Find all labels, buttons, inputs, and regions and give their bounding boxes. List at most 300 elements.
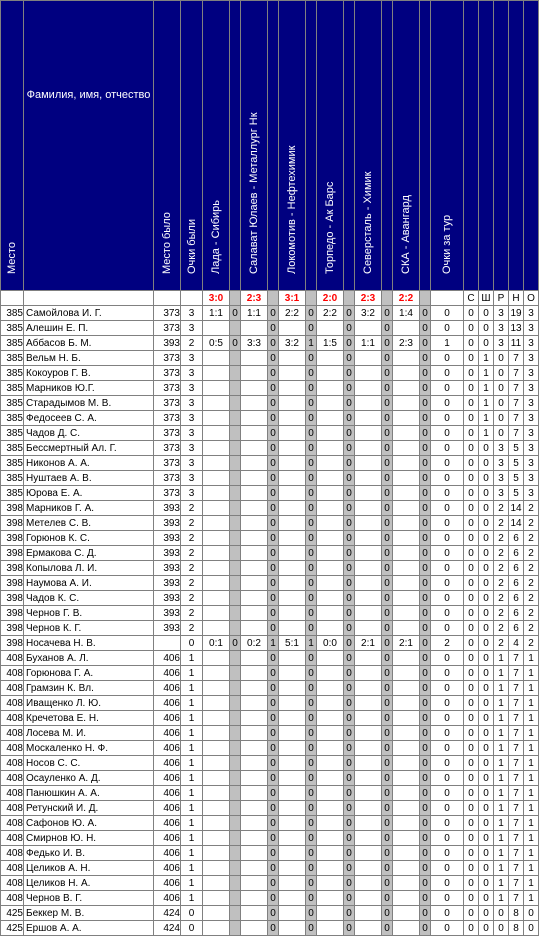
cell-guess-3[interactable]: 5:1 — [279, 636, 306, 651]
cell-guess-2[interactable] — [241, 726, 268, 741]
cell-stat-o[interactable]: 3 — [524, 306, 539, 321]
cell-guess-5[interactable] — [355, 621, 382, 636]
cell-guess-1[interactable] — [203, 831, 230, 846]
cell-pts-4[interactable]: 0 — [344, 546, 355, 561]
results-blank[interactable] — [1, 291, 24, 306]
cell-place-was[interactable]: 373 — [154, 486, 181, 501]
cell-pts-2[interactable]: 0 — [268, 546, 279, 561]
cell-points-tour[interactable]: 0 — [431, 411, 464, 426]
cell-stat-o[interactable]: 2 — [524, 561, 539, 576]
cell-stat-s[interactable]: 0 — [464, 846, 479, 861]
cell-pts-3[interactable]: 0 — [306, 561, 317, 576]
cell-pts-2[interactable]: 0 — [268, 321, 279, 336]
cell-stat-n[interactable]: 8 — [509, 906, 524, 921]
cell-stat-o[interactable]: 1 — [524, 861, 539, 876]
cell-pts-4[interactable]: 0 — [344, 741, 355, 756]
cell-points-tour[interactable]: 0 — [431, 321, 464, 336]
cell-guess-5[interactable] — [355, 606, 382, 621]
cell-pts-5[interactable]: 0 — [382, 561, 393, 576]
cell-guess-3[interactable] — [279, 426, 306, 441]
cell-pts-1[interactable] — [230, 321, 241, 336]
cell-fio[interactable]: Буханов А. Л. — [24, 651, 154, 666]
cell-guess-1[interactable] — [203, 756, 230, 771]
cell-guess-2[interactable] — [241, 876, 268, 891]
cell-guess-5[interactable]: 1:1 — [355, 336, 382, 351]
cell-pts-5[interactable]: 0 — [382, 726, 393, 741]
cell-pts-2[interactable]: 0 — [268, 501, 279, 516]
cell-points-tour[interactable]: 0 — [431, 921, 464, 936]
cell-stat-r[interactable]: 3 — [494, 306, 509, 321]
cell-fio[interactable]: Беккер М. В. — [24, 906, 154, 921]
cell-pts-1[interactable] — [230, 801, 241, 816]
cell-stat-n[interactable]: 7 — [509, 801, 524, 816]
cell-stat-s[interactable]: 0 — [464, 471, 479, 486]
cell-guess-2[interactable] — [241, 696, 268, 711]
cell-place[interactable]: 398 — [1, 636, 24, 651]
cell-stat-n[interactable]: 19 — [510, 307, 522, 319]
cell-stat-r[interactable]: 1 — [494, 771, 509, 786]
cell-guess-6[interactable] — [393, 516, 420, 531]
cell-guess-1[interactable] — [203, 816, 230, 831]
cell-pts-4[interactable]: 0 — [344, 516, 355, 531]
cell-pts-6[interactable]: 0 — [420, 456, 431, 471]
cell-stat-sh[interactable]: 0 — [479, 681, 494, 696]
cell-guess-1[interactable]: 0:1 — [203, 636, 230, 651]
cell-stat-o[interactable]: 2 — [524, 531, 539, 546]
cell-points-were[interactable]: 2 — [181, 501, 203, 516]
cell-fio[interactable]: Аббасов Б. М. — [24, 336, 154, 351]
cell-pts-2[interactable]: 0 — [268, 561, 279, 576]
header-points-were[interactable] — [181, 1, 203, 291]
cell-stat-sh[interactable]: 0 — [479, 321, 494, 336]
cell-fio[interactable]: Кокоуров Г. В. — [24, 366, 154, 381]
cell-pts-3[interactable]: 0 — [306, 801, 317, 816]
cell-guess-2[interactable] — [241, 846, 268, 861]
cell-place-was[interactable]: 406 — [154, 651, 181, 666]
cell-points-were[interactable]: 3 — [181, 411, 203, 426]
cell-place-was[interactable]: 406 — [154, 756, 181, 771]
cell-stat-s[interactable]: 0 — [464, 531, 479, 546]
cell-stat-s[interactable]: 0 — [464, 591, 479, 606]
cell-stat-sh[interactable]: 0 — [479, 801, 494, 816]
cell-stat-s[interactable]: 0 — [464, 771, 479, 786]
cell-place[interactable]: 385 — [1, 456, 24, 471]
cell-stat-sh[interactable]: 0 — [479, 486, 494, 501]
cell-pts-3[interactable]: 0 — [306, 501, 317, 516]
cell-place-was[interactable]: 373 — [154, 381, 181, 396]
cell-stat-s[interactable]: 0 — [464, 741, 479, 756]
cell-points-tour[interactable]: 0 — [431, 486, 464, 501]
cell-stat-sh[interactable]: 1 — [479, 381, 494, 396]
cell-pts-6[interactable]: 0 — [420, 861, 431, 876]
cell-pts-1[interactable] — [230, 411, 241, 426]
cell-guess-5[interactable] — [355, 531, 382, 546]
cell-guess-3[interactable]: 2:2 — [279, 306, 306, 321]
cell-guess-2[interactable]: 0:2 — [241, 636, 268, 651]
cell-pts-5[interactable]: 0 — [382, 831, 393, 846]
cell-stat-n[interactable]: 7 — [509, 861, 524, 876]
cell-guess-2[interactable] — [241, 831, 268, 846]
cell-guess-1[interactable] — [203, 546, 230, 561]
cell-guess-6[interactable] — [393, 381, 420, 396]
cell-pts-2[interactable]: 1 — [268, 636, 279, 651]
cell-points-tour[interactable]: 0 — [431, 576, 464, 591]
cell-stat-s[interactable]: 0 — [464, 381, 479, 396]
cell-pts-1[interactable]: 0 — [230, 336, 241, 351]
cell-place[interactable]: 425 — [1, 921, 24, 936]
cell-pts-4[interactable]: 0 — [344, 456, 355, 471]
cell-place-was[interactable]: 393 — [154, 561, 181, 576]
cell-pts-5[interactable]: 0 — [382, 816, 393, 831]
cell-guess-6[interactable] — [393, 531, 420, 546]
cell-fio[interactable]: Чернов Г. В. — [24, 606, 154, 621]
header-place-was[interactable] — [154, 1, 181, 291]
cell-guess-5[interactable] — [355, 816, 382, 831]
cell-pts-2[interactable]: 0 — [268, 741, 279, 756]
cell-pts-2[interactable]: 0 — [268, 846, 279, 861]
cell-points-were[interactable]: 3 — [181, 486, 203, 501]
cell-pts-5[interactable]: 0 — [382, 711, 393, 726]
cell-stat-sh[interactable]: 0 — [479, 741, 494, 756]
cell-stat-s[interactable]: 0 — [464, 486, 479, 501]
cell-pts-3[interactable]: 0 — [306, 321, 317, 336]
cell-guess-4[interactable] — [317, 816, 344, 831]
cell-guess-4[interactable] — [317, 321, 344, 336]
cell-pts-3[interactable]: 0 — [306, 846, 317, 861]
cell-guess-5[interactable] — [355, 366, 382, 381]
cell-stat-s[interactable]: 0 — [464, 366, 479, 381]
cell-guess-6[interactable] — [393, 711, 420, 726]
cell-pts-6[interactable]: 0 — [420, 756, 431, 771]
cell-guess-6[interactable] — [393, 561, 420, 576]
cell-pts-1[interactable] — [230, 906, 241, 921]
cell-stat-sh[interactable]: 0 — [479, 531, 494, 546]
cell-pts-1[interactable] — [230, 486, 241, 501]
cell-place[interactable]: 408 — [1, 831, 24, 846]
cell-stat-s[interactable]: 0 — [464, 816, 479, 831]
cell-guess-5[interactable] — [355, 561, 382, 576]
cell-pts-3[interactable]: 0 — [306, 441, 317, 456]
cell-pts-4[interactable]: 0 — [344, 696, 355, 711]
cell-stat-s[interactable]: 0 — [464, 921, 479, 936]
cell-stat-n[interactable]: 14 — [510, 502, 522, 514]
cell-guess-3[interactable] — [279, 771, 306, 786]
cell-stat-s[interactable]: 0 — [464, 786, 479, 801]
cell-stat-r[interactable]: 1 — [494, 831, 509, 846]
cell-stat-r[interactable]: 2 — [494, 576, 509, 591]
cell-pts-6[interactable]: 0 — [420, 486, 431, 501]
cell-pts-3[interactable]: 0 — [306, 426, 317, 441]
cell-points-were[interactable]: 2 — [181, 591, 203, 606]
cell-stat-sh[interactable]: 0 — [479, 501, 494, 516]
cell-place[interactable]: 408 — [1, 861, 24, 876]
cell-guess-1[interactable] — [203, 441, 230, 456]
cell-points-tour[interactable]: 0 — [431, 816, 464, 831]
cell-guess-6[interactable] — [393, 786, 420, 801]
cell-guess-5[interactable] — [355, 891, 382, 906]
cell-guess-3[interactable] — [279, 666, 306, 681]
cell-pts-1[interactable] — [230, 351, 241, 366]
cell-pts-1[interactable] — [230, 921, 241, 936]
cell-pts-1[interactable] — [230, 546, 241, 561]
cell-pts-6[interactable]: 0 — [420, 336, 431, 351]
cell-guess-5[interactable] — [355, 711, 382, 726]
cell-guess-2[interactable] — [241, 351, 268, 366]
cell-place[interactable]: 408 — [1, 696, 24, 711]
cell-guess-1[interactable] — [203, 711, 230, 726]
cell-pts-5[interactable]: 0 — [382, 666, 393, 681]
cell-pts-4[interactable]: 0 — [344, 531, 355, 546]
cell-stat-r[interactable]: 2 — [494, 501, 509, 516]
cell-pts-5[interactable]: 0 — [382, 366, 393, 381]
cell-guess-6[interactable] — [393, 606, 420, 621]
cell-guess-6[interactable] — [393, 921, 420, 936]
cell-pts-5[interactable]: 0 — [382, 546, 393, 561]
cell-fio[interactable]: Нуштаев А. В. — [24, 471, 154, 486]
cell-stat-r[interactable]: 3 — [494, 321, 509, 336]
cell-points-were[interactable]: 1 — [181, 801, 203, 816]
cell-guess-3[interactable] — [279, 516, 306, 531]
header-place[interactable] — [1, 1, 24, 291]
cell-guess-4[interactable] — [317, 921, 344, 936]
cell-fio[interactable]: Чернов В. Г. — [24, 891, 154, 906]
cell-guess-2[interactable] — [241, 396, 268, 411]
cell-pts-5[interactable]: 0 — [382, 636, 393, 651]
cell-stat-n[interactable]: 7 — [509, 696, 524, 711]
cell-place-was[interactable]: 373 — [154, 351, 181, 366]
cell-points-tour[interactable]: 0 — [431, 846, 464, 861]
cell-guess-5[interactable] — [355, 756, 382, 771]
cell-fio[interactable]: Никонов А. А. — [24, 456, 154, 471]
result-match-5[interactable]: 2:3 — [355, 291, 382, 306]
cell-guess-6[interactable] — [393, 546, 420, 561]
cell-stat-r[interactable]: 1 — [494, 666, 509, 681]
cell-place[interactable]: 408 — [1, 741, 24, 756]
cell-stat-r[interactable]: 2 — [494, 516, 509, 531]
cell-guess-3[interactable] — [279, 681, 306, 696]
cell-guess-3[interactable] — [279, 861, 306, 876]
cell-stat-s[interactable]: 0 — [464, 441, 479, 456]
cell-stat-o[interactable]: 3 — [524, 351, 539, 366]
cell-pts-5[interactable]: 0 — [382, 591, 393, 606]
cell-stat-s[interactable]: 0 — [464, 426, 479, 441]
cell-pts-4[interactable]: 0 — [344, 471, 355, 486]
cell-guess-6[interactable] — [393, 366, 420, 381]
cell-place-was[interactable]: 406 — [154, 876, 181, 891]
cell-stat-o[interactable]: 1 — [524, 651, 539, 666]
cell-pts-6[interactable]: 0 — [420, 681, 431, 696]
cell-guess-1[interactable] — [203, 501, 230, 516]
cell-guess-5[interactable] — [355, 411, 382, 426]
cell-stat-r[interactable]: 1 — [494, 861, 509, 876]
cell-guess-2[interactable] — [241, 711, 268, 726]
cell-guess-2[interactable] — [241, 366, 268, 381]
cell-guess-2[interactable]: 1:1 — [241, 306, 268, 321]
cell-guess-4[interactable] — [317, 351, 344, 366]
cell-fio[interactable]: Копылова Л. И. — [24, 561, 154, 576]
cell-pts-6[interactable]: 0 — [420, 426, 431, 441]
cell-guess-5[interactable] — [355, 576, 382, 591]
cell-guess-3[interactable] — [279, 546, 306, 561]
cell-pts-5[interactable]: 0 — [382, 456, 393, 471]
cell-stat-o[interactable]: 2 — [524, 636, 539, 651]
cell-points-were[interactable]: 2 — [181, 576, 203, 591]
cell-pts-6[interactable]: 0 — [420, 471, 431, 486]
cell-guess-4[interactable] — [317, 366, 344, 381]
cell-place[interactable]: 408 — [1, 666, 24, 681]
cell-pts-5[interactable]: 0 — [382, 876, 393, 891]
cell-place-was[interactable]: 406 — [154, 801, 181, 816]
cell-place[interactable]: 408 — [1, 801, 24, 816]
cell-guess-2[interactable] — [241, 756, 268, 771]
cell-guess-2[interactable] — [241, 906, 268, 921]
cell-stat-n[interactable]: 7 — [509, 726, 524, 741]
cell-guess-6[interactable] — [393, 726, 420, 741]
cell-stat-n[interactable]: 6 — [509, 606, 524, 621]
cell-guess-4[interactable]: 2:2 — [317, 306, 344, 321]
cell-guess-5[interactable] — [355, 441, 382, 456]
cell-stat-s[interactable]: 0 — [464, 606, 479, 621]
result-match-4[interactable]: 2:0 — [317, 291, 344, 306]
cell-place[interactable]: 398 — [1, 501, 24, 516]
cell-fio[interactable]: Чадов К. С. — [24, 591, 154, 606]
cell-place-was[interactable]: 393 — [154, 516, 181, 531]
cell-pts-4[interactable]: 0 — [344, 351, 355, 366]
cell-stat-r[interactable]: 1 — [494, 801, 509, 816]
cell-pts-3[interactable]: 1 — [306, 636, 317, 651]
cell-place-was[interactable]: 424 — [154, 906, 181, 921]
cell-stat-o[interactable]: 2 — [524, 591, 539, 606]
cell-guess-2[interactable] — [241, 531, 268, 546]
cell-points-tour[interactable]: 0 — [431, 606, 464, 621]
cell-stat-r[interactable]: 0 — [494, 411, 509, 426]
cell-pts-4[interactable]: 0 — [344, 876, 355, 891]
cell-stat-sh[interactable]: 1 — [479, 351, 494, 366]
cell-guess-3[interactable] — [279, 831, 306, 846]
cell-place[interactable]: 408 — [1, 711, 24, 726]
cell-guess-3[interactable] — [279, 621, 306, 636]
cell-guess-4[interactable] — [317, 411, 344, 426]
cell-points-were[interactable]: 1 — [181, 651, 203, 666]
cell-stat-n[interactable]: 14 — [510, 517, 522, 529]
cell-guess-3[interactable] — [279, 726, 306, 741]
cell-points-were[interactable]: 1 — [181, 876, 203, 891]
cell-pts-3[interactable]: 0 — [306, 741, 317, 756]
cell-pts-1[interactable] — [230, 381, 241, 396]
cell-stat-sh[interactable]: 0 — [479, 306, 494, 321]
cell-guess-1[interactable]: 1:1 — [203, 306, 230, 321]
cell-points-were[interactable]: 3 — [181, 321, 203, 336]
cell-pts-5[interactable]: 0 — [382, 921, 393, 936]
cell-pts-1[interactable] — [230, 366, 241, 381]
cell-stat-s[interactable]: 0 — [464, 636, 479, 651]
cell-stat-o[interactable]: 1 — [524, 846, 539, 861]
cell-pts-6[interactable]: 0 — [420, 891, 431, 906]
cell-points-tour[interactable]: 0 — [431, 801, 464, 816]
cell-guess-3[interactable] — [279, 411, 306, 426]
cell-place-was[interactable]: 393 — [154, 546, 181, 561]
cell-pts-4[interactable]: 0 — [344, 441, 355, 456]
cell-pts-3[interactable]: 0 — [306, 726, 317, 741]
cell-pts-5[interactable]: 0 — [382, 516, 393, 531]
cell-guess-1[interactable] — [203, 846, 230, 861]
header-match-4[interactable] — [317, 1, 344, 291]
cell-fio[interactable]: Целиков А. Н. — [24, 861, 154, 876]
cell-guess-4[interactable] — [317, 846, 344, 861]
cell-guess-1[interactable] — [203, 516, 230, 531]
cell-pts-1[interactable] — [230, 771, 241, 786]
cell-fio[interactable]: Юрова Е. А. — [24, 486, 154, 501]
cell-pts-3[interactable]: 0 — [306, 351, 317, 366]
cell-place-was[interactable]: 373 — [154, 366, 181, 381]
cell-guess-4[interactable] — [317, 471, 344, 486]
cell-pts-6[interactable]: 0 — [420, 771, 431, 786]
cell-stat-s[interactable]: 0 — [464, 876, 479, 891]
cell-guess-1[interactable] — [203, 351, 230, 366]
cell-place-was[interactable]: 406 — [154, 816, 181, 831]
cell-place-was[interactable]: 373 — [154, 306, 181, 321]
cell-stat-r[interactable]: 2 — [494, 546, 509, 561]
cell-guess-3[interactable] — [279, 921, 306, 936]
cell-place[interactable]: 408 — [1, 876, 24, 891]
cell-stat-o[interactable]: 0 — [524, 906, 539, 921]
cell-pts-2[interactable]: 0 — [268, 891, 279, 906]
cell-pts-4[interactable]: 0 — [344, 786, 355, 801]
cell-stat-n[interactable]: 7 — [509, 411, 524, 426]
cell-points-tour[interactable]: 0 — [431, 876, 464, 891]
cell-place-was[interactable]: 424 — [154, 921, 181, 936]
cell-stat-r[interactable]: 1 — [494, 741, 509, 756]
cell-pts-1[interactable] — [230, 756, 241, 771]
cell-stat-n[interactable]: 7 — [509, 666, 524, 681]
cell-stat-sh[interactable]: 0 — [479, 561, 494, 576]
cell-pts-6[interactable]: 0 — [420, 726, 431, 741]
cell-fio[interactable]: Ершов А. А. — [24, 921, 154, 936]
cell-guess-2[interactable] — [241, 816, 268, 831]
cell-stat-o[interactable]: 3 — [524, 471, 539, 486]
cell-points-were[interactable]: 3 — [181, 441, 203, 456]
cell-pts-1[interactable] — [230, 531, 241, 546]
cell-guess-6[interactable] — [393, 696, 420, 711]
cell-guess-3[interactable] — [279, 381, 306, 396]
cell-stat-o[interactable]: 1 — [524, 786, 539, 801]
cell-stat-r[interactable]: 1 — [494, 891, 509, 906]
cell-pts-4[interactable]: 0 — [344, 891, 355, 906]
cell-stat-n[interactable]: 7 — [509, 426, 524, 441]
cell-pts-5[interactable]: 0 — [382, 576, 393, 591]
cell-points-tour[interactable]: 0 — [431, 471, 464, 486]
cell-stat-sh[interactable]: 0 — [479, 921, 494, 936]
cell-pts-5[interactable]: 0 — [382, 906, 393, 921]
cell-pts-1[interactable] — [230, 696, 241, 711]
cell-guess-5[interactable] — [355, 351, 382, 366]
cell-pts-3[interactable]: 0 — [306, 531, 317, 546]
cell-pts-2[interactable]: 0 — [268, 576, 279, 591]
cell-place[interactable]: 385 — [1, 321, 24, 336]
cell-stat-sh[interactable]: 0 — [479, 441, 494, 456]
cell-points-were[interactable]: 2 — [181, 531, 203, 546]
cell-guess-6[interactable]: 2:1 — [393, 636, 420, 651]
cell-place[interactable]: 385 — [1, 336, 24, 351]
cell-pts-1[interactable] — [230, 441, 241, 456]
cell-pts-2[interactable]: 0 — [268, 816, 279, 831]
cell-guess-1[interactable] — [203, 561, 230, 576]
cell-pts-6[interactable]: 0 — [420, 576, 431, 591]
cell-stat-n[interactable]: 7 — [509, 831, 524, 846]
cell-guess-4[interactable] — [317, 906, 344, 921]
cell-guess-2[interactable] — [241, 456, 268, 471]
cell-fio[interactable]: Самойлова И. Г. — [24, 306, 154, 321]
